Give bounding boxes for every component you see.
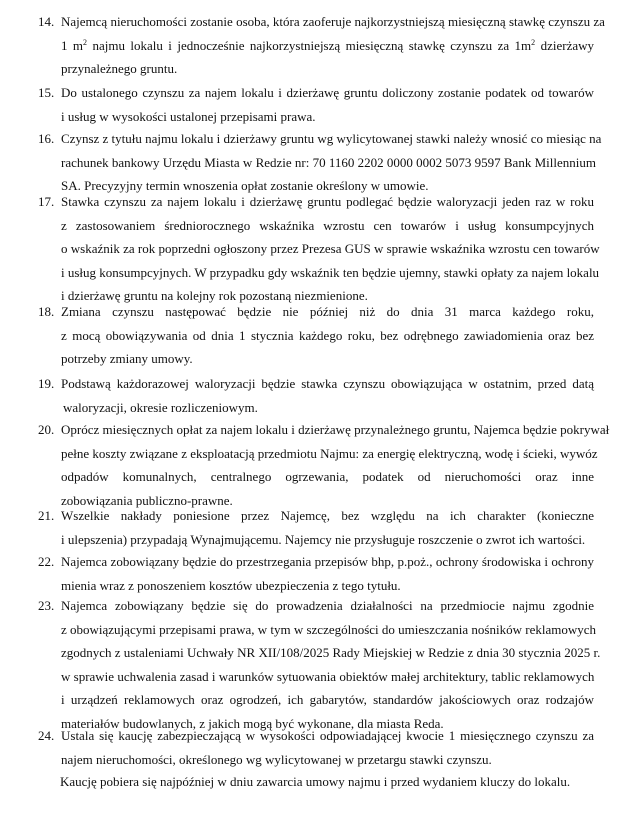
clause-line: Czynsz z tytułu najmu lokalu i dzierżawy gruntu wg wylicytowanej stawki należy wnosić co miesiąc na — [61, 131, 602, 146]
clause-number: 20. — [38, 422, 55, 437]
clause-number: 23. — [38, 598, 55, 613]
clause-line: Podstawą każdorazowej waloryzacji będzie stawka czynszu obowiązująca w ostatnim, przed datą — [61, 376, 594, 391]
clause-line: Najemca zobowiązany będzie do przestrzegania przepisów bhp, p.poż., ochrony środowiska i ochrony — [61, 554, 594, 569]
clause-line: rachunek bankowy Urzędu Miasta w Redzie nr: 70 1160 2202 0000 0002 5073 9597 Bank Millennium — [61, 154, 596, 170]
clause-20 — [38, 418, 610, 512]
clause-line: Najemca zobowiązany będzie się do prowadzenia działalności na przedmiocie najmu zgodnie — [61, 598, 594, 613]
clause-number: 16. — [38, 131, 55, 146]
clause-number: 21. — [38, 508, 55, 523]
clause-line: Stawka czynszu za najem lokalu i dzierżawę gruntu podlegać będzie waloryzacji jeden raz w roku — [61, 194, 594, 209]
clause-line: i ulepszenia) przypadają Wynajmującemu. Najemcy nie przysługuje roszczenie o zwrot ich wartości. — [61, 531, 586, 547]
clause-22 — [38, 550, 594, 597]
clause-21 — [38, 504, 594, 551]
clause-line: waloryzacji, okresie rozliczeniowym. — [63, 399, 258, 415]
clause-line: i dzierżawę gruntu na kolejny rok pozostaną niezmienione. — [61, 288, 368, 304]
clause-line: SA. Precyzyjny termin wnoszenia opłat zostanie określony w umowie. — [61, 178, 429, 194]
clause-line: Ustala się kaucję zabezpieczającą w wysokości odpowiadającej kwocie 1 miesięcznego czynszu za — [61, 728, 594, 743]
clause-line: i urządzeń reklamowych oraz ogrodzeń, ich gabarytów, standardów jakościowych oraz rodzajów — [61, 692, 594, 708]
clause-number: 15. — [38, 85, 55, 100]
clause-line: z obowiązującymi przepisami prawa, w tym w szczególności do umieszczania nośników reklamowych — [61, 621, 596, 637]
clause-24 — [38, 724, 594, 771]
clause-line: zgodnych z ustaleniami Uchwały NR XII/108/2025 Rady Miejskiej w Redzie z dnia 30 stycznia 2025 r. — [61, 645, 601, 661]
clause-line: Wszelkie nakłady poniesione przez Najemcę, bez względu na ich charakter (konieczne — [61, 508, 594, 523]
clause-line: Do ustalonego czynszu za najem lokalu i dzierżawę gruntu doliczony zostanie podatek od towarów — [61, 85, 594, 100]
clause-line: pełne koszty związane z eksploatacją przedmiotu Najmu: za energię elektryczną, wodę i ścieki, wywóz — [61, 445, 598, 461]
clause-line: mienia wraz z ponoszeniem kosztów ubezpieczenia z tego tytułu. — [61, 577, 401, 593]
clause-line: i usług w wysokości ustalonej przepisami prawa. — [61, 108, 316, 124]
clause-number: 22. — [38, 554, 55, 569]
clause-line: 1 $m^2$ najmu lokalu i jednocześnie najkorzystniejszą miesięczną stawkę czynszu za $1m^2$ dzierżawy — [61, 37, 594, 53]
clause-number: 19. — [38, 376, 55, 391]
clause-19 — [38, 372, 594, 419]
clause-23 — [38, 594, 601, 736]
clause-number: 17. — [38, 194, 55, 209]
clause-line: przynależnego gruntu. — [61, 61, 178, 77]
closing-note: Kaucję pobiera się najpóźniej w dniu zawarcia umowy najmu i przed wydaniem kluczy do lokalu. — [60, 774, 571, 789]
clause-line: z mocą obowiązywania od dnia 1 stycznia każdego roku, bez odrębnego zawiadomienia oraz bez — [61, 327, 594, 343]
clause-14 — [38, 10, 605, 81]
clause-18 — [38, 300, 594, 371]
clause-number: 24. — [38, 728, 55, 743]
clause-line: Zmiana czynszu następować będzie nie później niż do dnia 31 marca każdego roku, — [61, 304, 594, 319]
clause-line: w sprawie uchwalenia zasad i warunków sytuowania obiektów małej architektury, tablic reklamowych — [61, 668, 595, 684]
clause-line: z zastosowaniem średniorocznego wskaźnika wzrostu cen towarów i usług konsumpcyjnych — [61, 217, 594, 233]
clause-line: i usług konsumpcyjnych. W przypadku gdy wskaźnik ten będzie ujemny, stawki opłaty za najem lokalu — [61, 264, 600, 280]
clause-17 — [38, 190, 600, 308]
clause-16 — [38, 127, 602, 198]
clause-15 — [38, 81, 594, 128]
clause-line: materiałów budowlanych, z jakich mogą być wykonane, dla miasta Reda. — [61, 715, 444, 731]
clause-number: 14. — [38, 14, 55, 29]
clause-line: odpadów komunalnych, centralnego ogrzewania, podatek od nieruchomości oraz inne — [61, 469, 594, 485]
clause-line: najem nieruchomości, określonego wg wylicytowanej w przetargu stawki czynszu. — [61, 751, 492, 767]
clause-line: zobowiązania publiczno-prawne. — [61, 492, 233, 508]
clause-line: o wskaźnik za rok poprzedni ogłoszony przez Prezesa GUS w sprawie wskaźnika wzrostu cen towarów — [61, 241, 600, 257]
clause-number: 18. — [38, 304, 55, 319]
clause-line: Najemcą nieruchomości zostanie osoba, która zaoferuje najkorzystniejszą miesięczną stawkę czynszu za — [61, 14, 605, 29]
clause-line: Oprócz miesięcznych opłat za najem lokalu i dzierżawę przynależnego gruntu, Najemca będzie pokrywał — [61, 422, 610, 437]
clause-line: potrzeby zmiany umowy. — [61, 351, 193, 367]
